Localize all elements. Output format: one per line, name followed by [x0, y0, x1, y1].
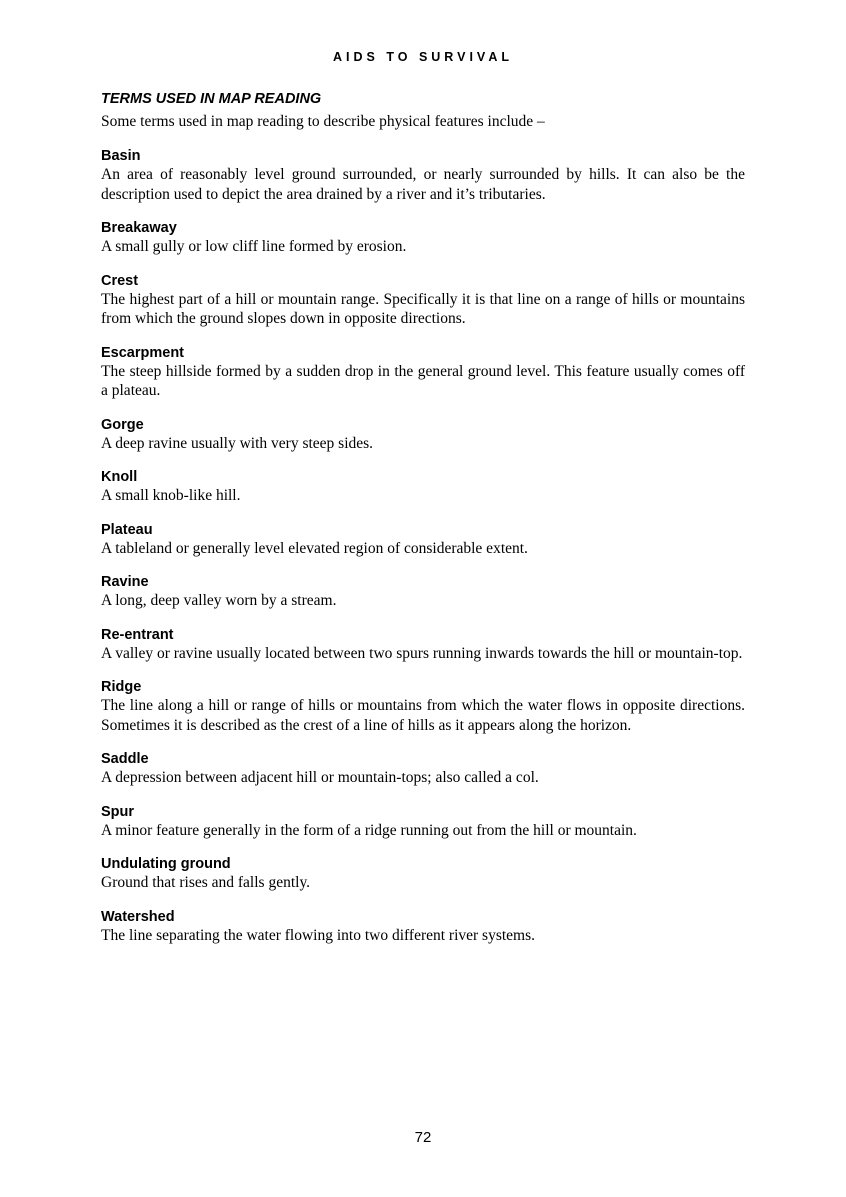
term-definition: Ground that rises and falls gently. [101, 874, 311, 891]
term-name: Escarpment [101, 344, 185, 361]
term-definition: A small knob-like hill. [101, 487, 241, 504]
term-breakaway [101, 219, 745, 257]
term-name: Ravine [101, 574, 149, 590]
term-watershed [101, 908, 745, 946]
term-name: Knoll [101, 469, 138, 485]
term-name: Spur [101, 803, 135, 820]
term-name: Plateau [101, 521, 153, 538]
term-name: Watershed [101, 908, 175, 925]
term-re-entrant [101, 626, 745, 664]
page-content [101, 90, 745, 945]
term-definition: The line along a hill or range of hills or mountains from which the water flows in opposite directions. Sometimes it is described as the crest of a line of hills as it appears along the horizon. [101, 697, 745, 734]
term-definition: A tableland or generally level elevated region of considerable extent. [101, 539, 528, 557]
term-definition: A depression between adjacent hill or mountain-tops; also called a col. [101, 769, 539, 786]
term-ravine [101, 573, 745, 611]
term-basin [101, 147, 745, 204]
term-definition: An area of reasonably level ground surrounded, or nearly surrounded by hills. It can also be the description used to depict the area drained by a river and it’s tributaries. [101, 166, 745, 203]
term-name: Crest [101, 272, 139, 289]
term-name: Gorge [101, 416, 144, 433]
term-saddle [101, 750, 745, 788]
term-plateau [101, 521, 745, 559]
term-knoll [101, 468, 745, 506]
term-definition: A small gully or low cliff line formed by erosion. [101, 238, 407, 255]
term-name: Basin [101, 148, 141, 164]
term-name: Saddle [101, 751, 149, 767]
term-name: Undulating ground [101, 856, 231, 872]
term-name: Ridge [101, 679, 142, 695]
term-definition: A long, deep valley worn by a stream. [101, 592, 337, 609]
term-definition: The line separating the water flowing into two different river systems. [101, 926, 536, 944]
term-gorge [101, 416, 745, 454]
term-spur [101, 803, 745, 841]
running-header: AIDS TO SURVIVAL [333, 50, 513, 64]
term-definition: A valley or ravine usually located between two spurs running inwards towards the hill or mountain-top. [101, 644, 743, 662]
section-intro: Some terms used in map reading to describe physical features include – [101, 113, 545, 130]
term-name: Breakaway [101, 220, 177, 236]
term-escarpment [101, 344, 745, 401]
term-definition: The steep hillside formed by a sudden drop in the general ground level. This feature usually comes off a plateau. [101, 362, 745, 399]
term-name: Re-entrant [101, 626, 174, 643]
term-crest [101, 272, 745, 329]
page-number: 72 [414, 1129, 432, 1146]
term-undulating-ground [101, 855, 745, 893]
term-ridge [101, 678, 745, 735]
term-definition: A minor feature generally in the form of a ridge running out from the hill or mountain. [101, 821, 637, 839]
section-title: TERMS USED IN MAP READING [101, 91, 322, 107]
term-definition: The highest part of a hill or mountain range. Specifically it is that line on a range of hills or mountains from which the ground slopes down in opposite directions. [101, 290, 745, 327]
term-definition: A deep ravine usually with very steep sides. [101, 434, 374, 452]
